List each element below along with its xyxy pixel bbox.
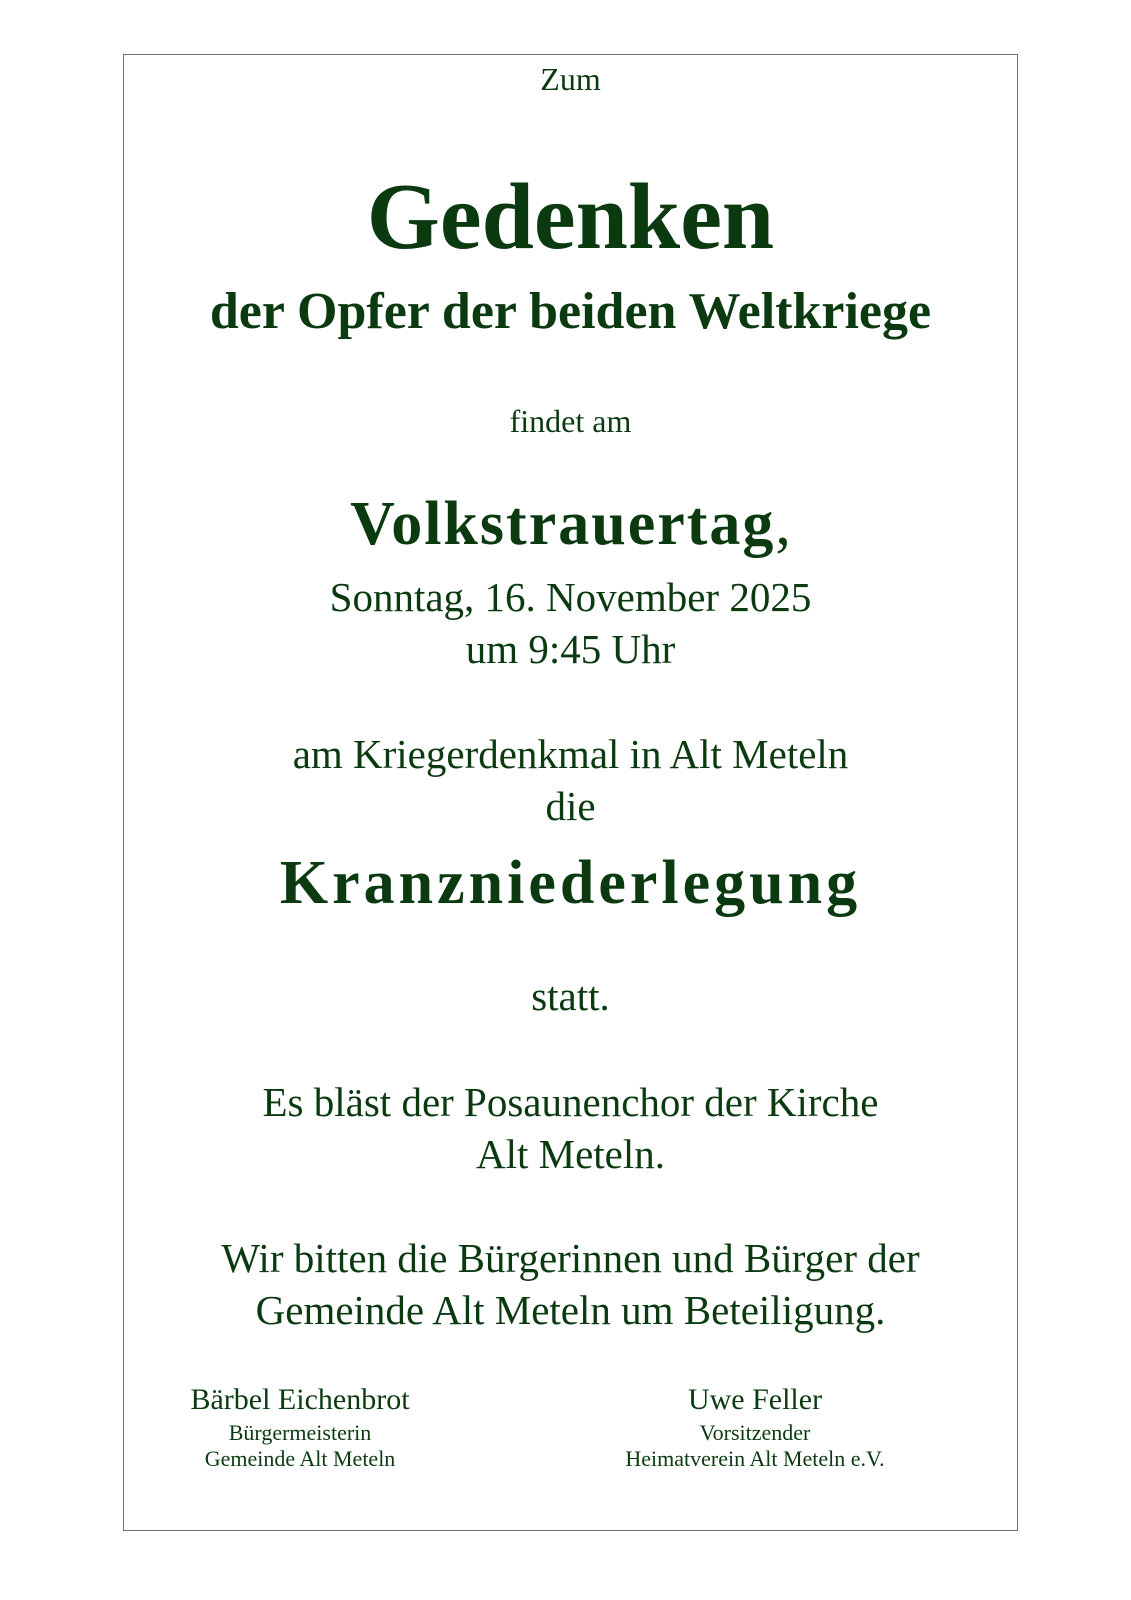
die-text: die bbox=[545, 783, 596, 829]
notice-title: Gedenken bbox=[366, 165, 775, 269]
notice-subtitle: der Opfer der beiden Weltkriege bbox=[209, 283, 932, 340]
signature-name: Uwe Feller bbox=[687, 1383, 823, 1416]
event-name: Kranzniederlegung bbox=[279, 849, 862, 917]
music-line-1: Es bläst der Posaunenchor der Kirche bbox=[262, 1079, 879, 1125]
invite-line-1: Wir bitten die Bürgerinnen und Bürger der bbox=[221, 1235, 920, 1281]
event-place: am Kriegerdenkmal in Alt Meteln bbox=[292, 731, 849, 777]
signature-org: Heimatverein Alt Meteln e.V. bbox=[625, 1446, 885, 1471]
day-suffix: , bbox=[775, 490, 791, 558]
signature-role: Vorsitzender bbox=[699, 1420, 811, 1445]
signature-org: Gemeinde Alt Meteln bbox=[204, 1446, 396, 1471]
event-time: um 9:45 Uhr bbox=[465, 626, 676, 672]
signature-name: Bärbel Eichenbrot bbox=[190, 1383, 410, 1416]
event-date: Sonntag, 16. November 2025 bbox=[329, 574, 812, 620]
signature-role: Bürgermeisterin bbox=[228, 1420, 372, 1445]
findet-text: findet am bbox=[509, 403, 632, 439]
day-name: Volkstrauertag bbox=[350, 490, 776, 558]
invite-line-2: Gemeinde Alt Meteln um Beteiligung. bbox=[255, 1287, 886, 1333]
signature-left bbox=[120, 1385, 480, 1470]
music-line-2: Alt Meteln. bbox=[475, 1131, 666, 1177]
statt-text: statt. bbox=[531, 973, 610, 1019]
signature-right bbox=[575, 1385, 935, 1470]
intro-text: Zum bbox=[540, 61, 601, 97]
day-line bbox=[123, 490, 1018, 558]
